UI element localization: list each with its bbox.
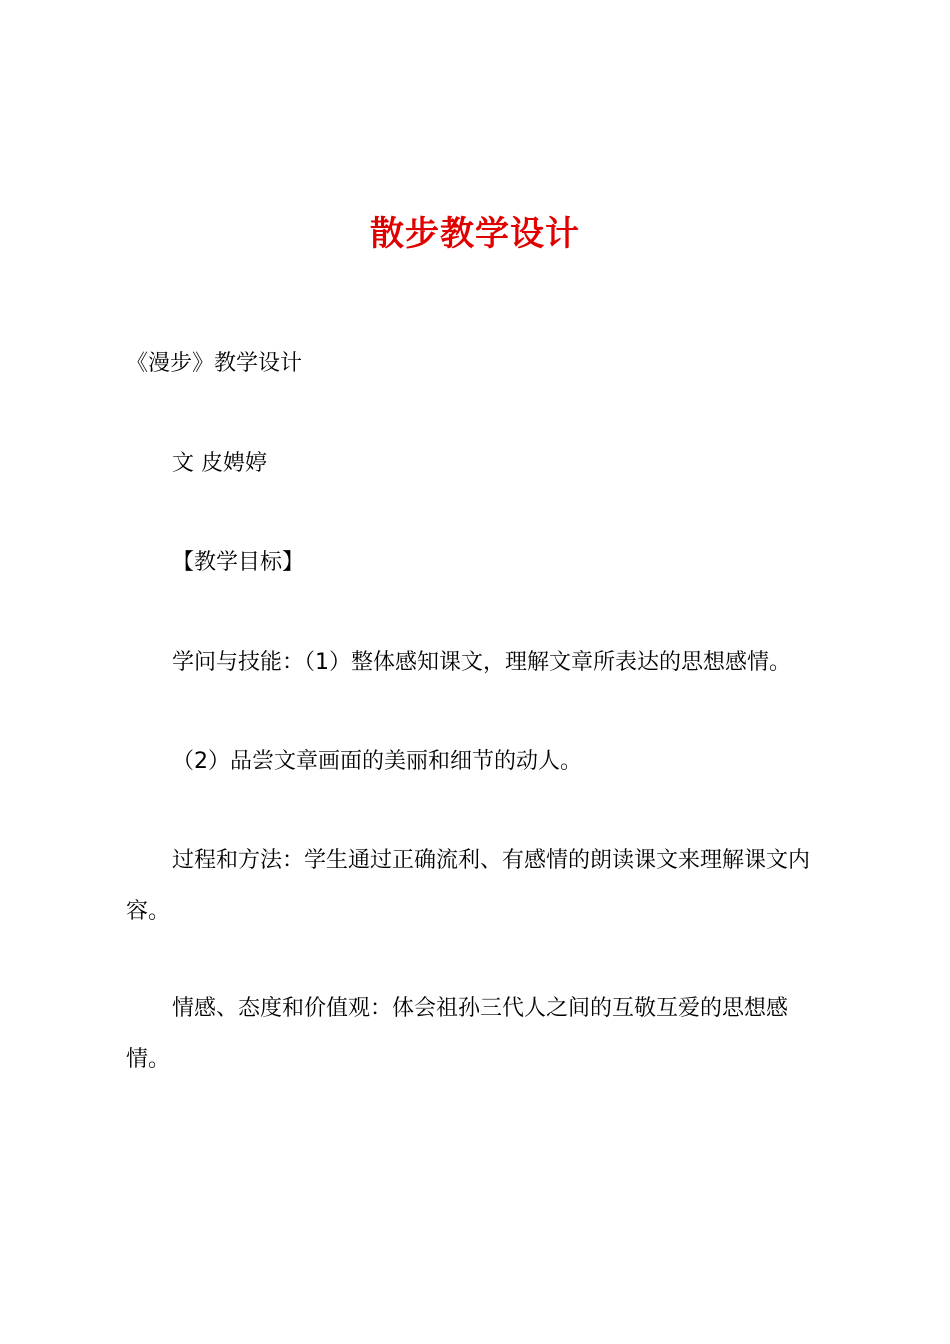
goal-knowledge-skills-2: （2）品尝文章画面的美丽和细节的动人。 [172,749,582,774]
goal-process-method-continued: 容。 [126,899,171,924]
goal-emotion-values-continued: 情。 [126,1047,171,1072]
goal-knowledge-skills: 学问与技能：（1）整体感知课文，理解文章所表达的思想感情。 [172,650,791,675]
subtitle: 《漫步》教学设计 [126,351,303,376]
document-title: 散步教学设计 [370,214,580,254]
goal-process-method: 过程和方法：学生通过正确流利、有感情的朗读课文来理解课文内 [172,848,811,873]
goal-emotion-values: 情感、态度和价值观：体会祖孙三代人之间的互敬互爱的思想感 [172,996,789,1021]
author-line: 文 皮娉婷 [172,451,267,476]
section-heading: 【教学目标】 [172,550,305,575]
